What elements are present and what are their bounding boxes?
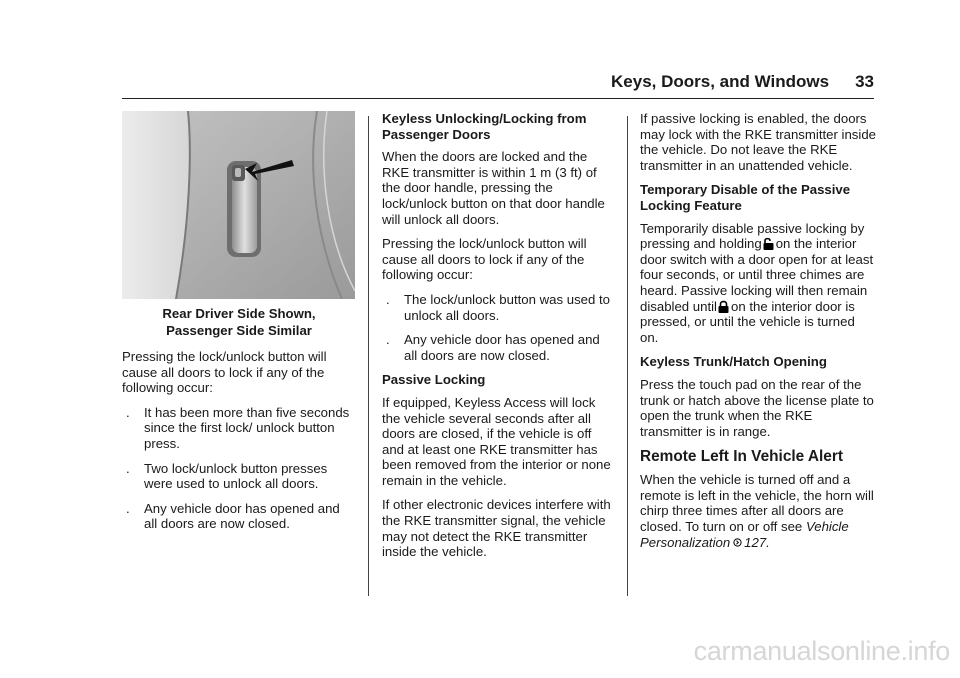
body-text: Pressing the lock/unlock button will cause all doors to lock if any of the following occur: <box>382 236 587 283</box>
cross-reference-page[interactable]: 127. <box>744 534 770 550</box>
padlock-locked-icon <box>718 300 729 313</box>
body-text: When the vehicle is turned off and a remote is left in the vehicle, the horn will chirp three times after all doors are closed. To turn on or off see Vehicle Personalization 127. <box>640 472 874 550</box>
section-heading: Keyless Trunk/Hatch Opening <box>640 354 827 370</box>
column-divider <box>368 116 369 596</box>
cross-reference-link[interactable]: Vehicle Personalization <box>640 519 849 550</box>
body-text: Pressing the lock/unlock button will cause all doors to lock if any of the following occur: <box>122 349 327 396</box>
column-3 <box>640 111 876 559</box>
bullet-mark: . <box>386 332 390 348</box>
page-number: 33 <box>855 72 874 91</box>
body-text: When the doors are locked and the RKE transmitter is within 1 m (3 ft) of the door handle, pressing the lock/unlock button on that door handle will unlock all doors. <box>382 149 605 227</box>
column-divider <box>627 116 628 596</box>
section-title: Keys, Doors, and Windows <box>611 72 830 91</box>
watermark: carmanualsonline.info <box>693 636 950 666</box>
body-text: If other electronic devices interfere with the RKE transmitter signal, the vehicle may not detect the RKE transmitter inside the vehicle. <box>382 497 611 560</box>
bullet-mark: . <box>126 500 130 516</box>
figure-caption: Rear Driver Side Shown, Passenger Side Similar <box>162 306 316 338</box>
padlock-unlocked-icon <box>763 237 774 250</box>
header-rule <box>122 98 874 99</box>
list-item: . It has been more than five seconds since the first lock/ unlock button press. <box>126 404 350 451</box>
list-item: . The lock/unlock button was used to unlock all doors. <box>386 291 610 323</box>
section-heading: Remote Left In Vehicle Alert <box>640 448 843 466</box>
body-text: If equipped, Keyless Access will lock the vehicle several seconds after all doors are closed, if the vehicle is off and at least one RKE transmitter has been removed from the interior or none remain in the vehicle. <box>382 394 611 488</box>
column-1 <box>122 111 356 541</box>
list-item: . Two lock/unlock button presses were used to unlock all doors. <box>126 460 328 492</box>
section-heading: Keyless Unlocking/Locking from Passenger Doors <box>382 111 587 142</box>
bullet-mark: . <box>126 404 130 420</box>
body-text: If passive locking is enabled, the doors may lock with the RKE transmitter inside the vehicle. Do not leave the RKE transmitter in an unattended vehicle. <box>640 111 876 173</box>
body-text: Temporarily disable passive locking by pressing and holding on the interior door switch with a door open for at least four seconds, or until three chimes are heard. Passive locking will then remain disabled until on the interior door is pressed, or until the vehicle is turned on. <box>640 220 874 345</box>
door-handle-illustration <box>122 111 355 299</box>
list-item: . Any vehicle door has opened and all doors are now closed. <box>126 500 340 532</box>
list-item: . Any vehicle door has opened and all doors are now closed. <box>386 332 600 363</box>
section-heading: Temporary Disable of the Passive Locking Feature <box>640 182 851 213</box>
section-heading: Passive Locking <box>382 372 486 388</box>
bullet-mark: . <box>126 460 130 476</box>
column-2 <box>382 111 614 569</box>
bullet-mark: . <box>386 291 390 307</box>
page-header <box>122 72 874 98</box>
page-reference-arrow-icon <box>733 538 742 547</box>
body-text: Press the touch pad on the rear of the trunk or hatch above the license plate to open the trunk when the RKE transmitter is in range. <box>640 376 874 439</box>
